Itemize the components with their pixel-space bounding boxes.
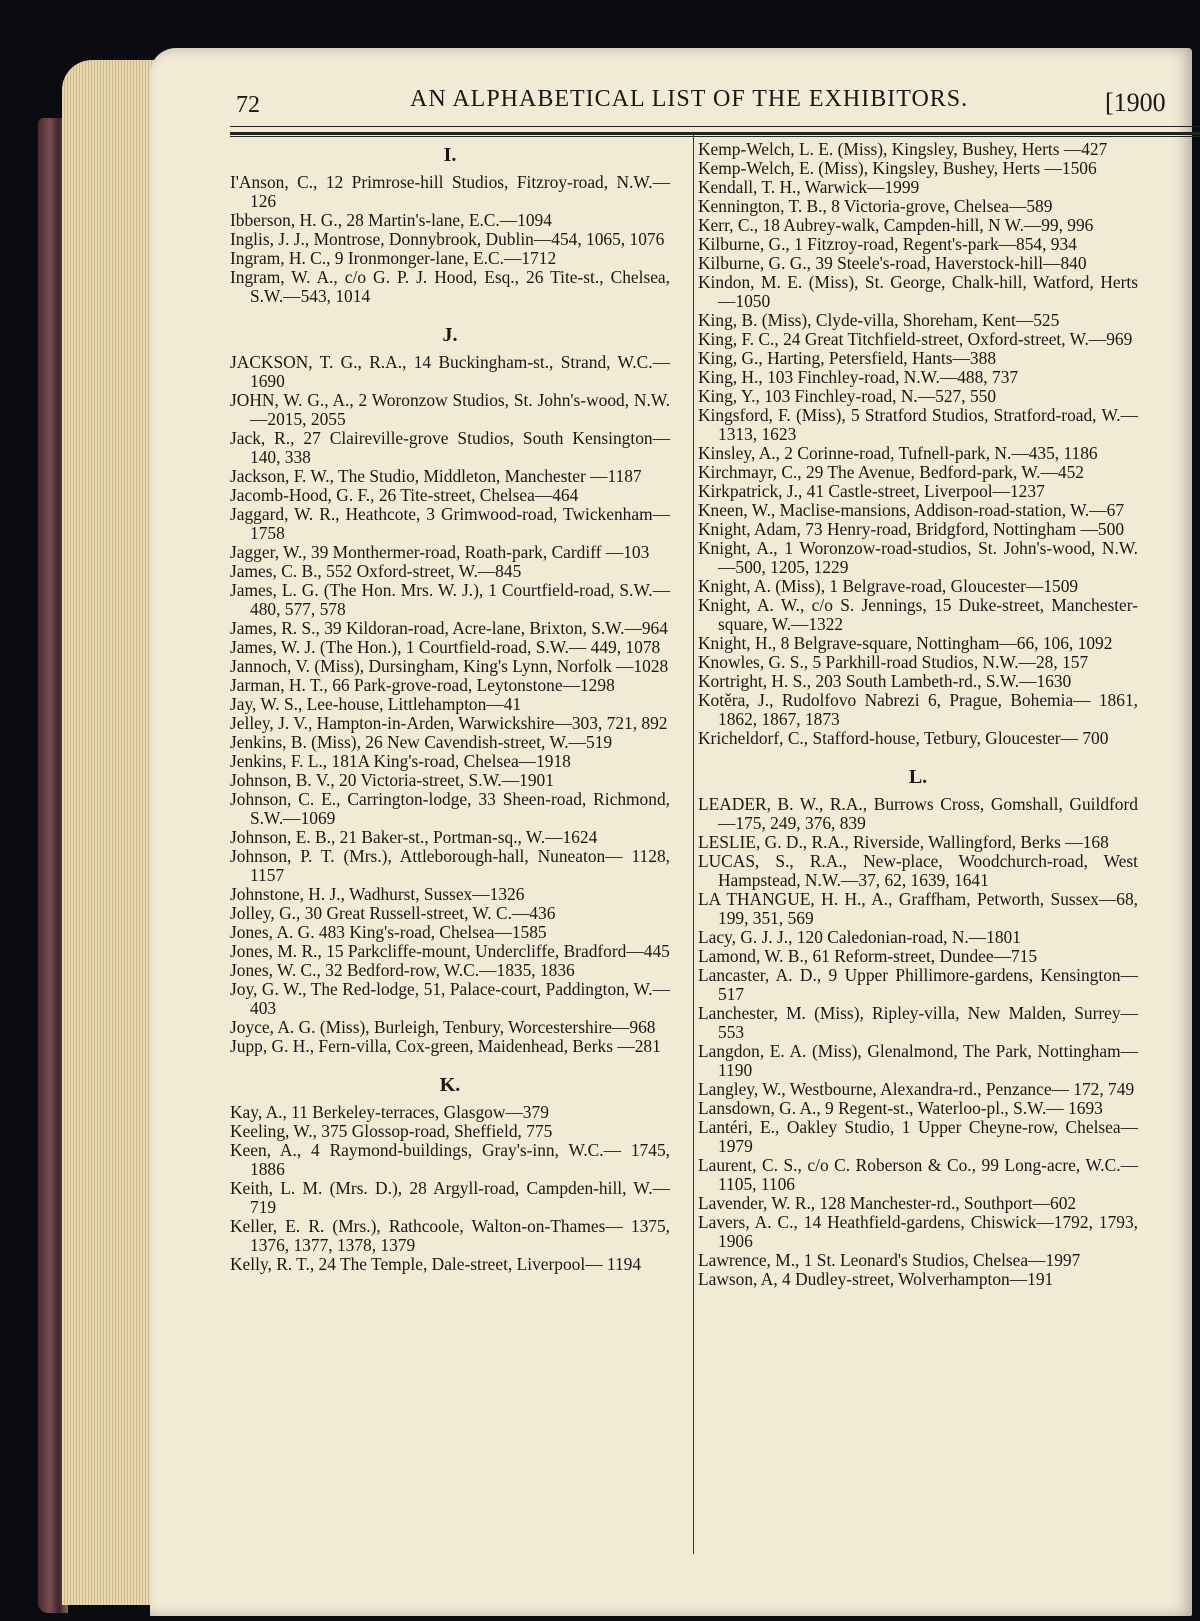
section-heading-k: K. <box>439 1074 461 1096</box>
exhibitor-entry: Inglis, J. J., Montrose, Donnybrook, Dublin—454, 1065, 1076 <box>230 229 665 249</box>
exhibitor-entry: Lawrence, M., 1 St. Leonard's Studios, Chelsea—1997 <box>698 1250 1081 1270</box>
exhibitor-entry: King, Y., 103 Finchley-road, N.—527, 550 <box>698 386 997 406</box>
exhibitor-entry: Jenkins, B. (Miss), 26 New Cavendish-street, W.—519 <box>230 732 613 752</box>
exhibitor-entry: Johnson, B. V., 20 Victoria-street, S.W.—1901 <box>230 770 554 790</box>
exhibitor-entry: Jones, W. C., 32 Bedford-row, W.C.—1835, 1836 <box>230 960 575 980</box>
section-heading-l: L. <box>908 766 928 788</box>
exhibitor-entry: Knowles, G. S., 5 Parkhill-road Studios, N.W.—28, 157 <box>698 652 1089 672</box>
book-page <box>150 48 1192 1616</box>
exhibitor-entry: Kirkpatrick, J., 41 Castle-street, Liverpool—1237 <box>698 481 1045 501</box>
exhibitor-entry: Kendall, T. H., Warwick—1999 <box>698 177 920 197</box>
exhibitor-entry: LUCAS, S., R.A., New-place, Woodchurch-road, West Hampstead, N.W.—37, 62, 1639, 1641 <box>698 851 1138 890</box>
exhibitor-entry: Jacomb-Hood, G. F., 26 Tite-street, Chelsea—464 <box>230 485 579 505</box>
exhibitor-entry: Lavender, W. R., 128 Manchester-rd., Southport—602 <box>698 1193 1077 1213</box>
header-rule <box>230 126 1200 127</box>
exhibitor-entry: Lavers, A. C., 14 Heathfield-gardens, Chiswick—1792, 1793, 1906 <box>698 1212 1138 1251</box>
exhibitor-entry: Kirchmayr, C., 29 The Avenue, Bedford-park, W.—452 <box>698 462 1085 482</box>
exhibitor-entry: Jagger, W., 39 Monthermer-road, Roath-park, Cardiff —103 <box>230 542 650 562</box>
exhibitor-entry: Lacy, G. J. J., 120 Caledonian-road, N.—1801 <box>698 927 1021 947</box>
exhibitor-entry: Kingsford, F. (Miss), 5 Stratford Studios, Stratford-road, W.—1313, 1623 <box>698 405 1138 444</box>
entries-l <box>698 795 1138 1289</box>
exhibitor-entry: Langdon, E. A. (Miss), Glenalmond, The Park, Nottingham—1190 <box>698 1041 1138 1080</box>
exhibitor-entry: Keeling, W., 375 Glossop-road, Sheffield, 775 <box>230 1121 553 1141</box>
exhibitor-entry: King, G., Harting, Petersfield, Hants—388 <box>698 348 997 368</box>
exhibitor-entry: LEADER, B. W., R.A., Burrows Cross, Gomshall, Guildford—175, 249, 376, 839 <box>698 794 1138 833</box>
exhibitor-entry: Jackson, F. W., The Studio, Middleton, Manchester —1187 <box>230 466 642 486</box>
exhibitor-entry: James, W. J. (The Hon.), 1 Courtfield-road, S.W.— 449, 1078 <box>230 637 661 657</box>
exhibitor-entry: Kilburne, G., 1 Fitzroy-road, Regent's-park—854, 934 <box>698 234 1077 254</box>
exhibitor-entry: Jack, R., 27 Claireville-grove Studios, South Kensington—140, 338 <box>230 428 670 467</box>
exhibitor-entry: Jaggard, W. R., Heathcote, 3 Grimwood-road, Twickenham—1758 <box>230 504 670 543</box>
exhibitor-entry: Johnson, C. E., Carrington-lodge, 33 Sheen-road, Richmond, S.W.—1069 <box>230 789 670 828</box>
section-heading-j: J. <box>442 324 458 346</box>
exhibitor-entry: LA THANGUE, H. H., A., Graffham, Petworth, Sussex—68, 199, 351, 569 <box>698 889 1138 928</box>
year-marker: [1900 <box>1105 88 1166 117</box>
exhibitor-entry: Johnstone, H. J., Wadhurst, Sussex—1326 <box>230 884 525 904</box>
exhibitor-entry: JACKSON, T. G., R.A., 14 Buckingham-st., Strand, W.C.—1690 <box>230 352 670 391</box>
exhibitor-entry: Keller, E. R. (Mrs.), Rathcoole, Walton-on-Thames— 1375, 1376, 1377, 1378, 1379 <box>230 1216 670 1255</box>
exhibitor-entry: Johnson, P. T. (Mrs.), Attleborough-hall, Nuneaton— 1128, 1157 <box>230 846 670 885</box>
entries-j <box>230 353 670 1056</box>
exhibitor-entry: Kinsley, A., 2 Corinne-road, Tufnell-park, N.—435, 1186 <box>698 443 1098 463</box>
exhibitor-entry: Jannoch, V. (Miss), Dursingham, King's Lynn, Norfolk —1028 <box>230 656 669 676</box>
exhibitor-entry: James, C. B., 552 Oxford-street, W.—845 <box>230 561 522 581</box>
exhibitor-entry: Kelly, R. T., 24 The Temple, Dale-street, Liverpool— 1194 <box>230 1254 642 1274</box>
exhibitor-entry: Keen, A., 4 Raymond-buildings, Gray's-inn, W.C.— 1745, 1886 <box>230 1140 670 1179</box>
column-divider <box>693 134 694 1554</box>
exhibitor-entry: Jay, W. S., Lee-house, Littlehampton—41 <box>230 694 522 714</box>
exhibitor-entry: Jelley, J. V., Hampton-in-Arden, Warwickshire—303, 721, 892 <box>230 713 668 733</box>
exhibitor-entry: Kneen, W., Maclise-mansions, Addison-road-station, W.—67 <box>698 500 1125 520</box>
right-column <box>698 140 1138 1289</box>
page-number: 72 <box>236 92 260 118</box>
entries-i <box>230 173 670 306</box>
exhibitor-entry: Lancaster, A. D., 9 Upper Phillimore-gardens, Kensington—517 <box>698 965 1138 1004</box>
exhibitor-entry: Keith, L. M. (Mrs. D.), 28 Argyll-road, Campden-hill, W.—719 <box>230 1178 670 1217</box>
exhibitor-entry: James, L. G. (The Hon. Mrs. W. J.), 1 Courtfield-road, S.W.—480, 577, 578 <box>230 580 670 619</box>
exhibitor-entry: King, B. (Miss), Clyde-villa, Shoreham, Kent—525 <box>698 310 1060 330</box>
running-title: AN ALPHABETICAL LIST OF THE EXHIBITORS. <box>410 86 969 112</box>
exhibitor-entry: Jolley, G., 30 Great Russell-street, W. C.—436 <box>230 903 556 923</box>
exhibitor-entry: Jones, A. G. 483 King's-road, Chelsea—1585 <box>230 922 547 942</box>
exhibitor-entry: Kennington, T. B., 8 Victoria-grove, Chelsea—589 <box>698 196 1053 216</box>
exhibitor-entry: LESLIE, G. D., R.A., Riverside, Wallingford, Berks —168 <box>698 832 1109 852</box>
exhibitor-entry: Ingram, W. A., c/o G. P. J. Hood, Esq., 26 Tite-st., Chelsea, S.W.—543, 1014 <box>230 267 670 306</box>
exhibitor-entry: Knight, H., 8 Belgrave-square, Nottingham—66, 106, 1092 <box>698 633 1113 653</box>
exhibitor-entry: Knight, A., 1 Woronzow-road-studios, St. John's-wood, N.W.—500, 1205, 1229 <box>698 538 1138 577</box>
exhibitor-entry: Knight, Adam, 73 Henry-road, Bridgford, Nottingham —500 <box>698 519 1125 539</box>
exhibitor-entry: Kilburne, G. G., 39 Steele's-road, Haverstock-hill—840 <box>698 253 1087 273</box>
exhibitor-entry: King, H., 103 Finchley-road, N.W.—488, 737 <box>698 367 1019 387</box>
exhibitor-entry: Langley, W., Westbourne, Alexandra-rd., Penzance— 172, 749 <box>698 1079 1135 1099</box>
exhibitor-entry: Kortright, H. S., 203 South Lambeth-rd., S.W.—1630 <box>698 671 1072 691</box>
header-rule-thin <box>230 136 1200 137</box>
exhibitor-entry: Jones, M. R., 15 Parkcliffe-mount, Undercliffe, Bradford—445 <box>230 941 670 961</box>
exhibitor-entry: Joyce, A. G. (Miss), Burleigh, Tenbury, Worcestershire—968 <box>230 1017 656 1037</box>
exhibitor-entry: I'Anson, C., 12 Primrose-hill Studios, Fitzroy-road, N.W.—126 <box>230 172 670 211</box>
header-rule-thick <box>230 132 1200 135</box>
exhibitor-entry: Lansdown, G. A., 9 Regent-st., Waterloo-pl., S.W.— 1693 <box>698 1098 1103 1118</box>
exhibitor-entry: Lanchester, M. (Miss), Ripley-villa, New Malden, Surrey—553 <box>698 1003 1138 1042</box>
section-heading-i: I. <box>443 144 457 166</box>
exhibitor-entry: JOHN, W. G., A., 2 Woronzow Studios, St. John's-wood, N.W.—2015, 2055 <box>230 390 670 429</box>
exhibitor-entry: Lantéri, E., Oakley Studio, 1 Upper Cheyne-row, Chelsea—1979 <box>698 1117 1138 1156</box>
exhibitor-entry: Lawson, A, 4 Dudley-street, Wolverhampton—191 <box>698 1269 1054 1289</box>
exhibitor-entry: Knight, A. (Miss), 1 Belgrave-road, Gloucester—1509 <box>698 576 1079 596</box>
exhibitor-entry: Kricheldorf, C., Stafford-house, Tetbury, Gloucester— 700 <box>698 728 1109 748</box>
left-column <box>230 140 670 1274</box>
exhibitor-entry: King, F. C., 24 Great Titchfield-street, Oxford-street, W.—969 <box>698 329 1133 349</box>
exhibitor-entry: Johnson, E. B., 21 Baker-st., Portman-sq., W.—1624 <box>230 827 598 847</box>
exhibitor-entry: Kemp-Welch, L. E. (Miss), Kingsley, Bushey, Herts —427 <box>698 139 1108 159</box>
exhibitor-entry: Jenkins, F. L., 181A King's-road, Chelsea—1918 <box>230 751 571 771</box>
exhibitor-entry: James, R. S., 39 Kildoran-road, Acre-lane, Brixton, S.W.—964 <box>230 618 668 638</box>
exhibitor-entry: Jarman, H. T., 66 Park-grove-road, Leytonstone—1298 <box>230 675 615 695</box>
exhibitor-entry: Jupp, G. H., Fern-villa, Cox-green, Maidenhead, Berks —281 <box>230 1036 661 1056</box>
exhibitor-entry: Kindon, M. E. (Miss), St. George, Chalk-hill, Watford, Herts—1050 <box>698 272 1138 311</box>
exhibitor-entry: Ingram, H. C., 9 Ironmonger-lane, E.C.—1712 <box>230 248 557 268</box>
entries-k <box>230 1103 670 1274</box>
exhibitor-entry: Lamond, W. B., 61 Reform-street, Dundee—715 <box>698 946 1038 966</box>
exhibitor-entry: Kay, A., 11 Berkeley-terraces, Glasgow—379 <box>230 1102 549 1122</box>
exhibitor-entry: Ibberson, H. G., 28 Martin's-lane, E.C.—1094 <box>230 210 552 230</box>
exhibitor-entry: Laurent, C. S., c/o C. Roberson & Co., 99 Long-acre, W.C.—1105, 1106 <box>698 1155 1138 1194</box>
exhibitor-entry: Kotěra, J., Rudolfovo Nabrezi 6, Prague, Bohemia— 1861, 1862, 1867, 1873 <box>698 690 1138 729</box>
entries-k-continued <box>698 140 1138 748</box>
exhibitor-entry: Joy, G. W., The Red-lodge, 51, Palace-court, Paddington, W.—403 <box>230 979 670 1018</box>
exhibitor-entry: Kemp-Welch, E. (Miss), Kingsley, Bushey, Herts —1506 <box>698 158 1097 178</box>
exhibitor-entry: Kerr, C., 18 Aubrey-walk, Campden-hill, N W.—99, 996 <box>698 215 1094 235</box>
exhibitor-entry: Knight, A. W., c/o S. Jennings, 15 Duke-street, Manchester-square, W.—1322 <box>698 595 1138 634</box>
